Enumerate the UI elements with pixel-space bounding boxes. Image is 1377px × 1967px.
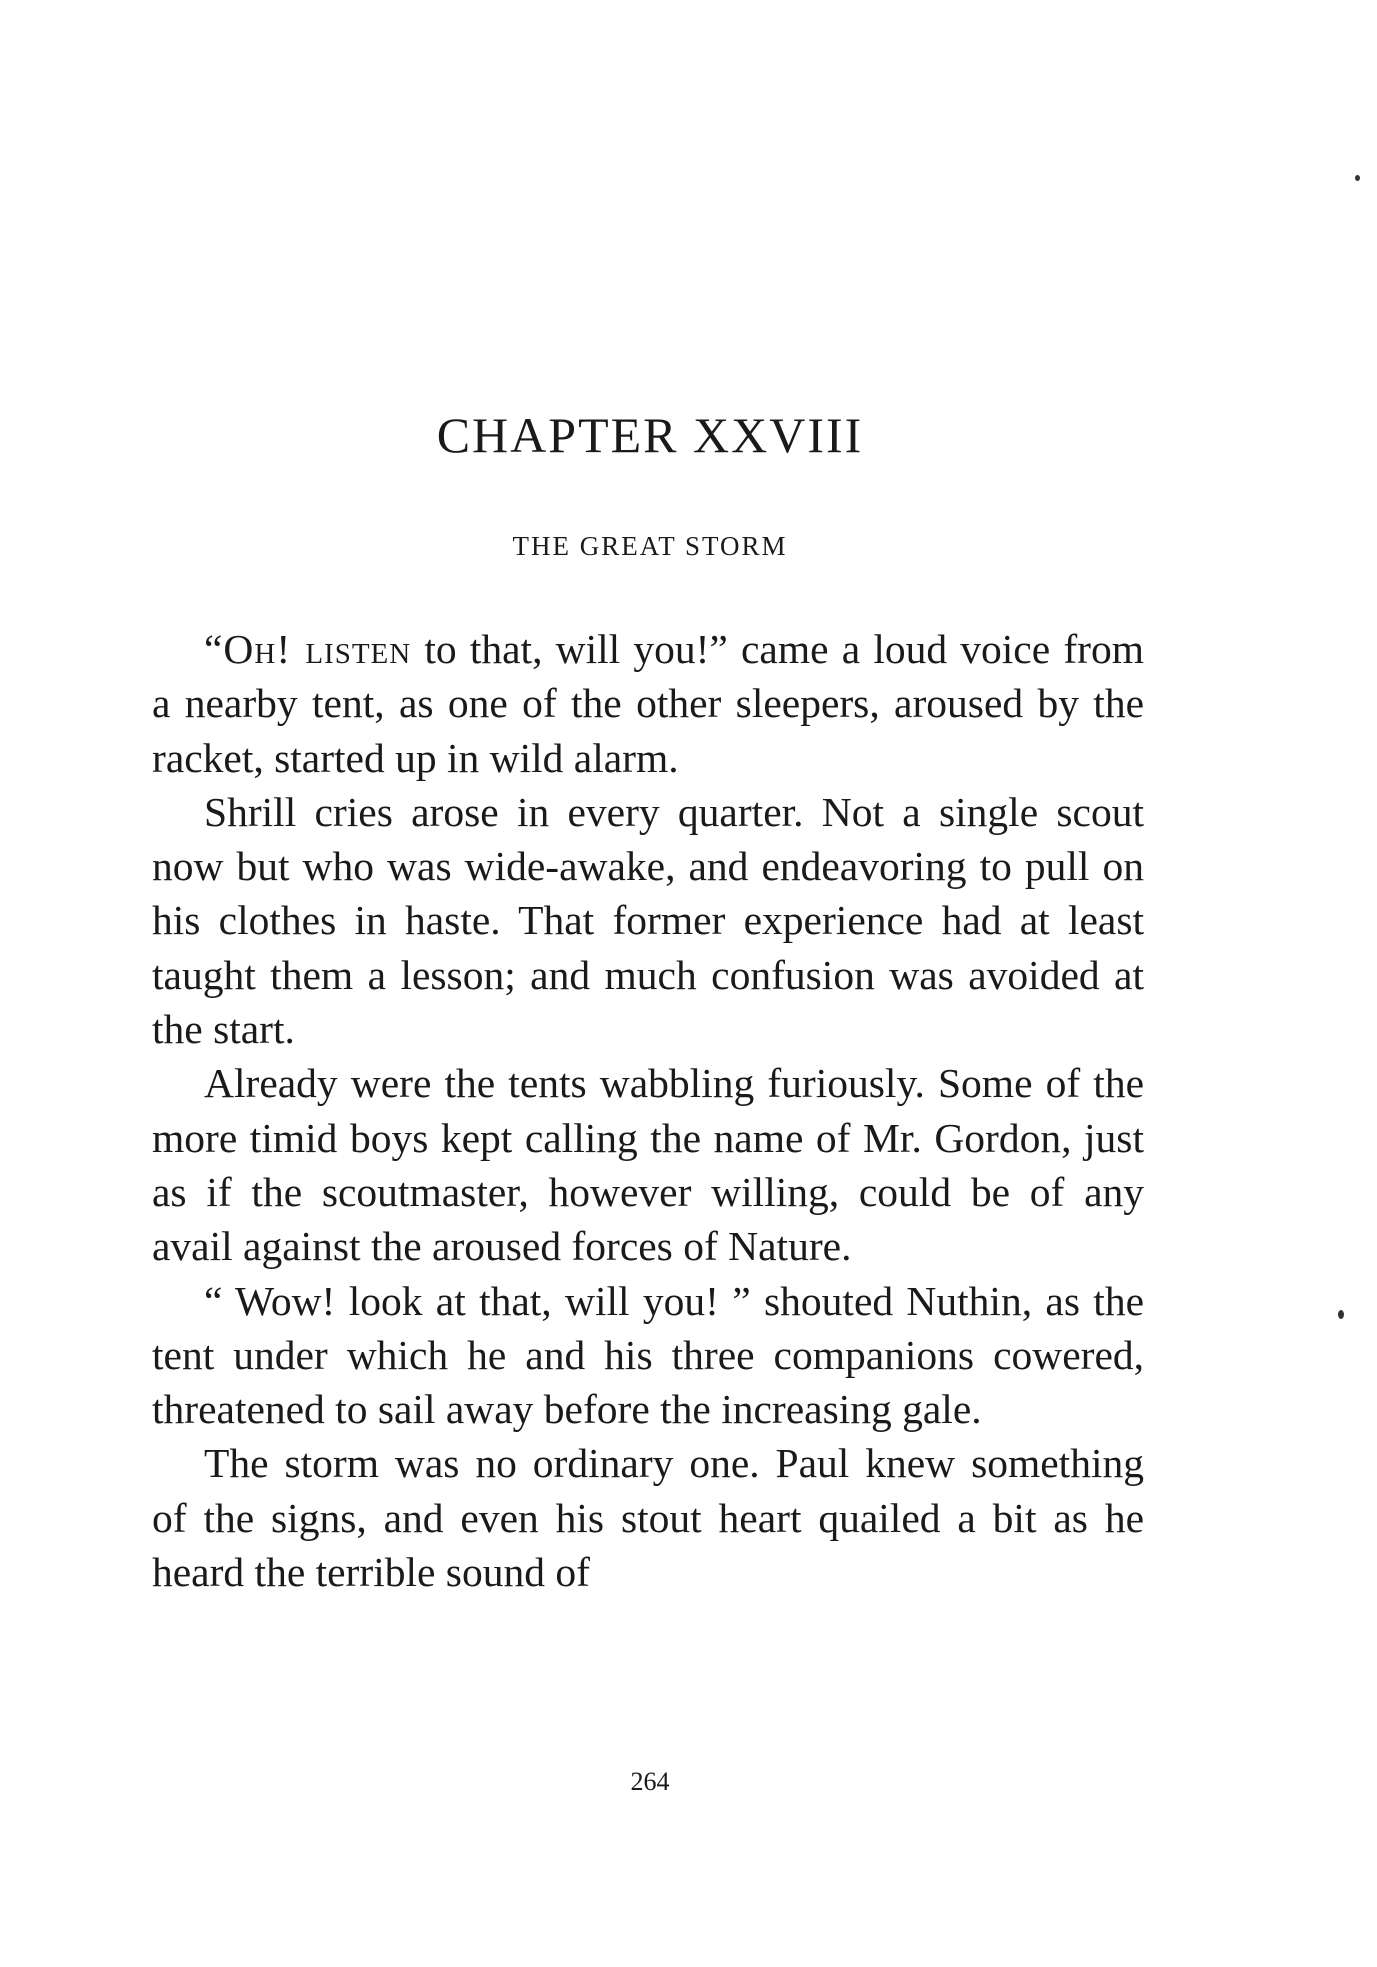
ink-speck — [1338, 1310, 1344, 1319]
paragraph-1-lead: “Oh! listen — [204, 626, 412, 672]
chapter-number: CHAPTER XXVIII — [436, 407, 864, 463]
ink-speck — [1355, 175, 1360, 181]
paragraph-1-text: to that, will you!” came a loud voice from a nearby tent, as one of the other sleepers, aroused by the racket, started up in wild alarm. — [152, 626, 1144, 781]
paragraph-3: Already were the tents wabbling furiously. Some of the more timid boys kept calling the name of Mr. Gordon, just as if the scoutmaster, however willing, could be of any avail against the aroused forces of Nature. — [152, 1060, 1144, 1270]
paragraph-1 — [152, 622, 1144, 785]
page-number: 264 — [630, 1767, 670, 1796]
paragraph-4: “ Wow! look at that, will you! ” shouted Nuthin, as the tent under which he and his three companions cowered, threatened to sail away before the increasing gale. — [152, 1277, 1144, 1433]
chapter-body — [152, 622, 1144, 1599]
chapter-title: THE GREAT STORM — [512, 531, 788, 561]
paragraph-5: The storm was no ordinary one. Paul knew something of the signs, and even his stout heart quailed a bit as he heard the terrible sound of — [152, 1440, 1144, 1596]
paragraph-2: Shrill cries arose in every quarter. Not a single scout now but who was wide-awake, and endeavoring to pull on his clothes in haste. That former experience had at least taught them a lesson; and much confusion was avoided at the start. — [152, 788, 1144, 1053]
